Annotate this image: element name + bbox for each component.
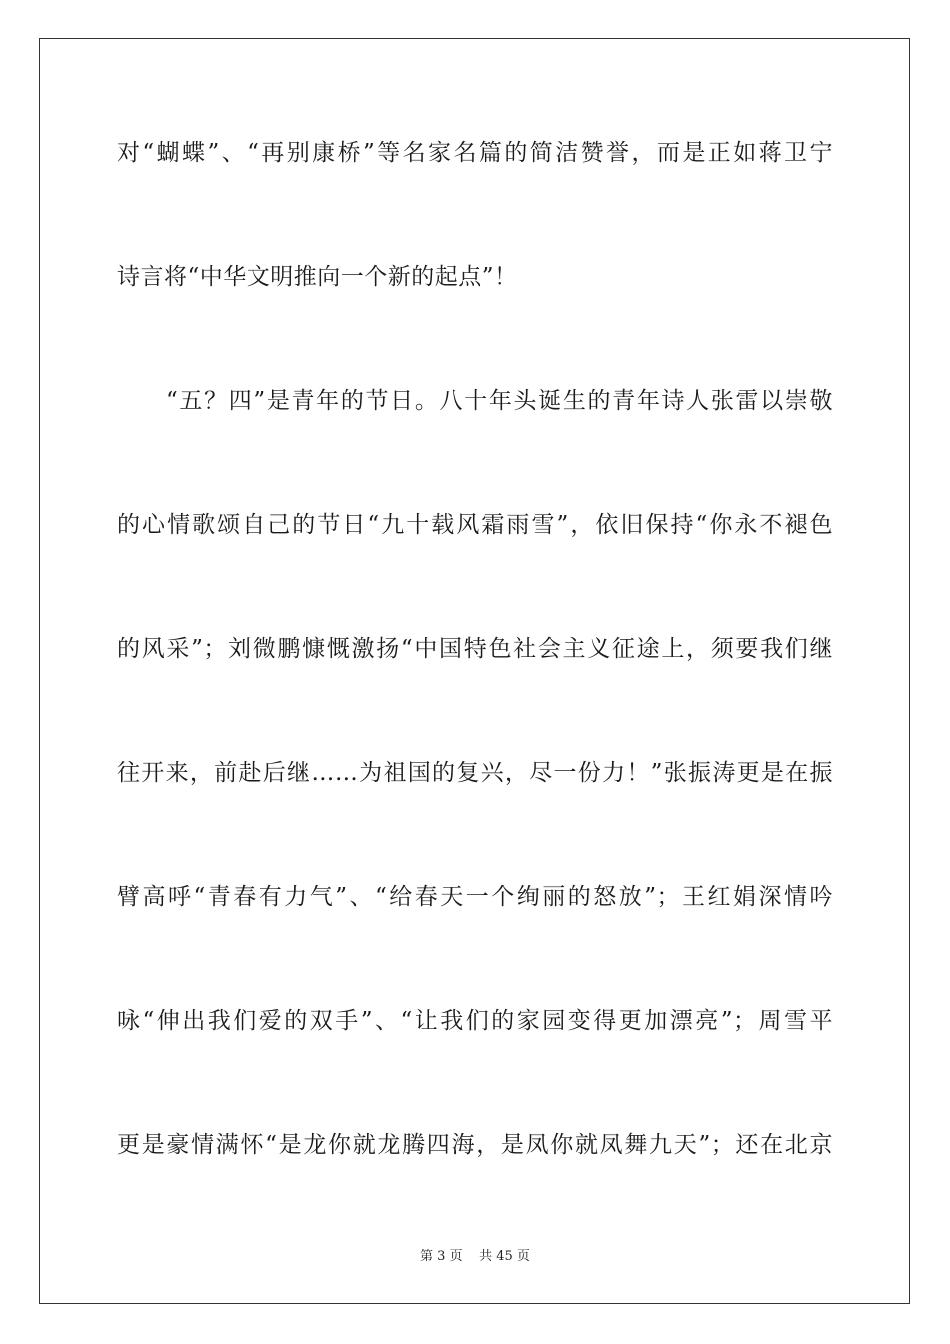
paragraph-line: 对“蝴蝶”、“再别康桥”等名家名篇的简洁赞誉，而是正如蒋卫宁	[117, 140, 833, 166]
paragraph-line: 的风采”；刘微鹏慷慨激扬“中国特色社会主义征途上，须要我们继	[117, 636, 833, 662]
paragraph-line: 更是豪情满怀“是龙你就龙腾四海，是凤你就凤舞九天”；还在北京	[117, 1132, 833, 1158]
paragraph-line: “五？四”是青年的节日。八十年头诞生的青年诗人张雷以崇敬	[166, 388, 833, 414]
page-footer	[0, 1248, 950, 1266]
paragraph-line: 臂高呼“青春有力气”、“给春天一个绚丽的怒放”；王红娟深情吟	[117, 884, 833, 910]
page-number: 第 3 页	[420, 1249, 463, 1264]
paragraph-line: 的心情歌颂自己的节日“九十载风霜雨雪”，依旧保持“你永不褪色	[117, 512, 833, 538]
paragraph-line: 咏“伸出我们爱的双手”、“让我们的家园变得更加漂亮”；周雪平	[117, 1008, 833, 1034]
page-total: 共 45 页	[479, 1249, 530, 1264]
paragraph-line: 诗言将“中华文明推向一个新的起点”！	[117, 264, 518, 290]
page-border	[39, 38, 910, 1304]
paragraph-line: 往开来，前赴后继……为祖国的复兴，尽一份力！”张振涛更是在振	[117, 760, 833, 786]
